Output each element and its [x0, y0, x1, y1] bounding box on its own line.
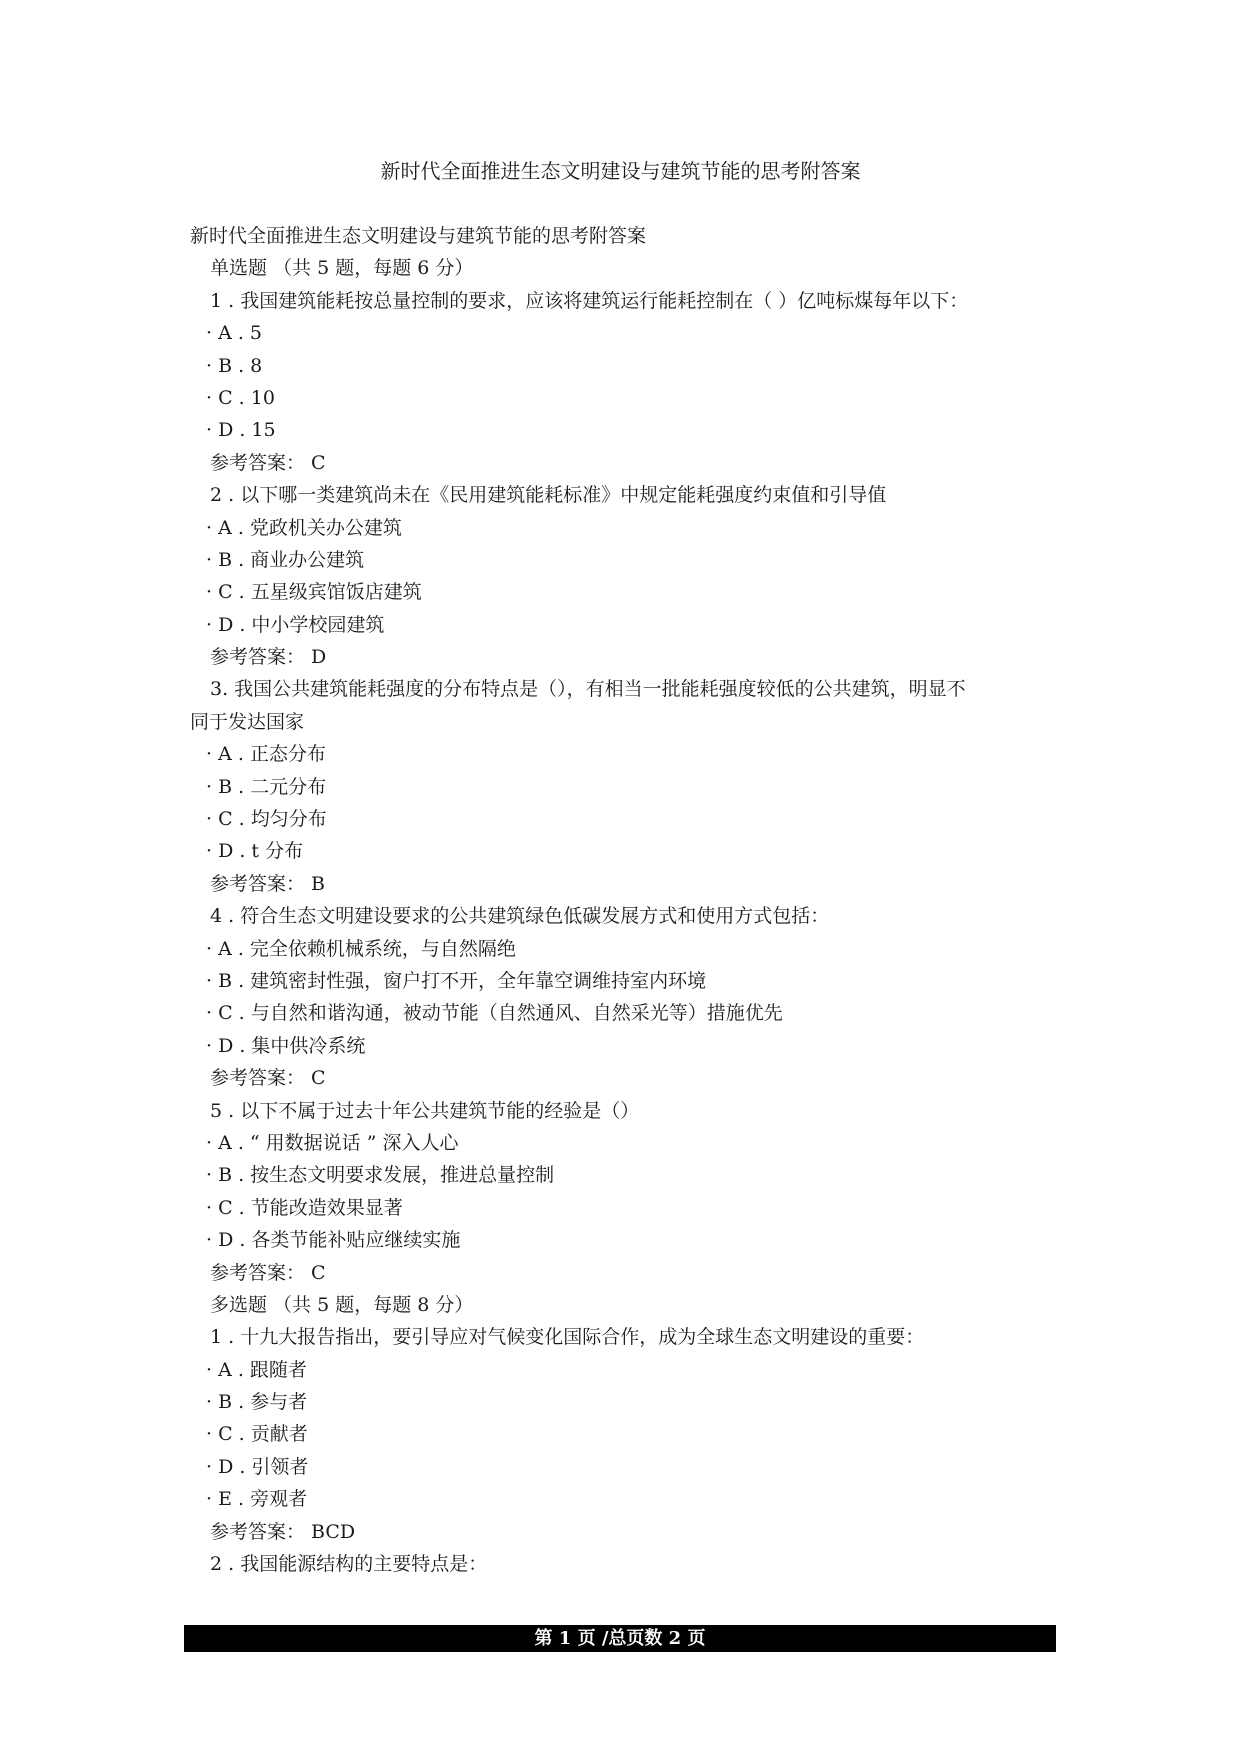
page-title: 新时代全面推进生态文明建设与建筑节能的思考附答案 [380, 159, 861, 183]
option-c: · C . 贡献者 [206, 1423, 308, 1446]
question-stem: 5 . 以下不属于过去十年公共建筑节能的经验是（） [210, 1099, 640, 1122]
option-a: · A . 党政机关办公建筑 [206, 516, 402, 539]
option-b: · B . 建筑密封性强，窗户打不开，全年靠空调维持室内环境 [206, 969, 707, 992]
reference-answer: 参考答案： B [210, 872, 326, 895]
option-b: · B . 按生态文明要求发展，推进总量控制 [206, 1164, 555, 1187]
option-d: · D . 集中供冷系统 [206, 1034, 366, 1057]
option-c: · C . 与自然和谐沟通，被动节能（自然通风、自然采光等）措施优先 [206, 1002, 783, 1025]
reference-answer: 参考答案： C [210, 1067, 326, 1090]
page-footer: 第 1 页 /总页数 2 页 [184, 1625, 1056, 1652]
section-multiple-choice: 多选题 （共 5 题，每题 8 分） [210, 1293, 474, 1316]
question-stem: 3. 我国公共建筑能耗强度的分布特点是（），有相当一批能耗强度较低的公共建筑，明显不 [210, 678, 966, 701]
option-c: · C . 10 [206, 386, 275, 409]
option-b: · B . 二元分布 [206, 775, 327, 798]
reference-answer: 参考答案： C [210, 1261, 326, 1284]
option-e: · E . 旁观者 [206, 1488, 308, 1511]
option-d: · D . t 分布 [206, 840, 304, 863]
option-c: · C . 均匀分布 [206, 808, 327, 831]
section-single-choice: 单选题 （共 5 题，每题 6 分） [210, 257, 474, 280]
option-b: · B . 商业办公建筑 [206, 548, 365, 571]
question-stem: 4 . 符合生态文明建设要求的公共建筑绿色低碳发展方式和使用方式包括： [210, 905, 830, 928]
option-c: · C . 节能改造效果显著 [206, 1196, 403, 1219]
reference-answer: 参考答案： C [210, 451, 326, 474]
question-stem: 1 . 我国建筑能耗按总量控制的要求，应该将建筑运行能耗控制在（ ）亿吨标煤每年以下： [210, 289, 969, 312]
question-stem: 2 . 我国能源结构的主要特点是： [210, 1553, 488, 1576]
option-a: · A . 跟随者 [206, 1358, 307, 1381]
document-heading: 新时代全面推进生态文明建设与建筑节能的思考附答案 [190, 225, 647, 247]
question-stem: 2 . 以下哪一类建筑尚未在《民用建筑能耗标准》中规定能耗强度约束值和引导值 [210, 484, 887, 507]
question-stem: 1 . 十九大报告指出，要引导应对气候变化国际合作，成为全球生态文明建设的重要： [210, 1326, 925, 1349]
option-c: · C . 五星级宾馆饭店建筑 [206, 581, 422, 604]
document-body [190, 220, 1060, 1580]
option-a: · A . 完全依赖机械系统，与自然隔绝 [206, 937, 516, 960]
option-a: · A . “ 用数据说话 ” 深入人心 [206, 1131, 459, 1154]
option-d: · D . 15 [206, 419, 276, 442]
question-stem-continued: 同于发达国家 [190, 710, 305, 733]
option-d: · D . 各类节能补贴应继续实施 [206, 1229, 461, 1252]
reference-answer: 参考答案： D [210, 646, 327, 669]
option-a: · A . 正态分布 [206, 743, 326, 766]
option-b: · B . 8 [206, 354, 263, 377]
option-d: · D . 引领者 [206, 1455, 309, 1478]
reference-answer: 参考答案： BCD [210, 1520, 356, 1543]
option-d: · D . 中小学校园建筑 [206, 613, 385, 636]
option-a: · A . 5 [206, 322, 263, 345]
option-b: · B . 参与者 [206, 1391, 308, 1414]
